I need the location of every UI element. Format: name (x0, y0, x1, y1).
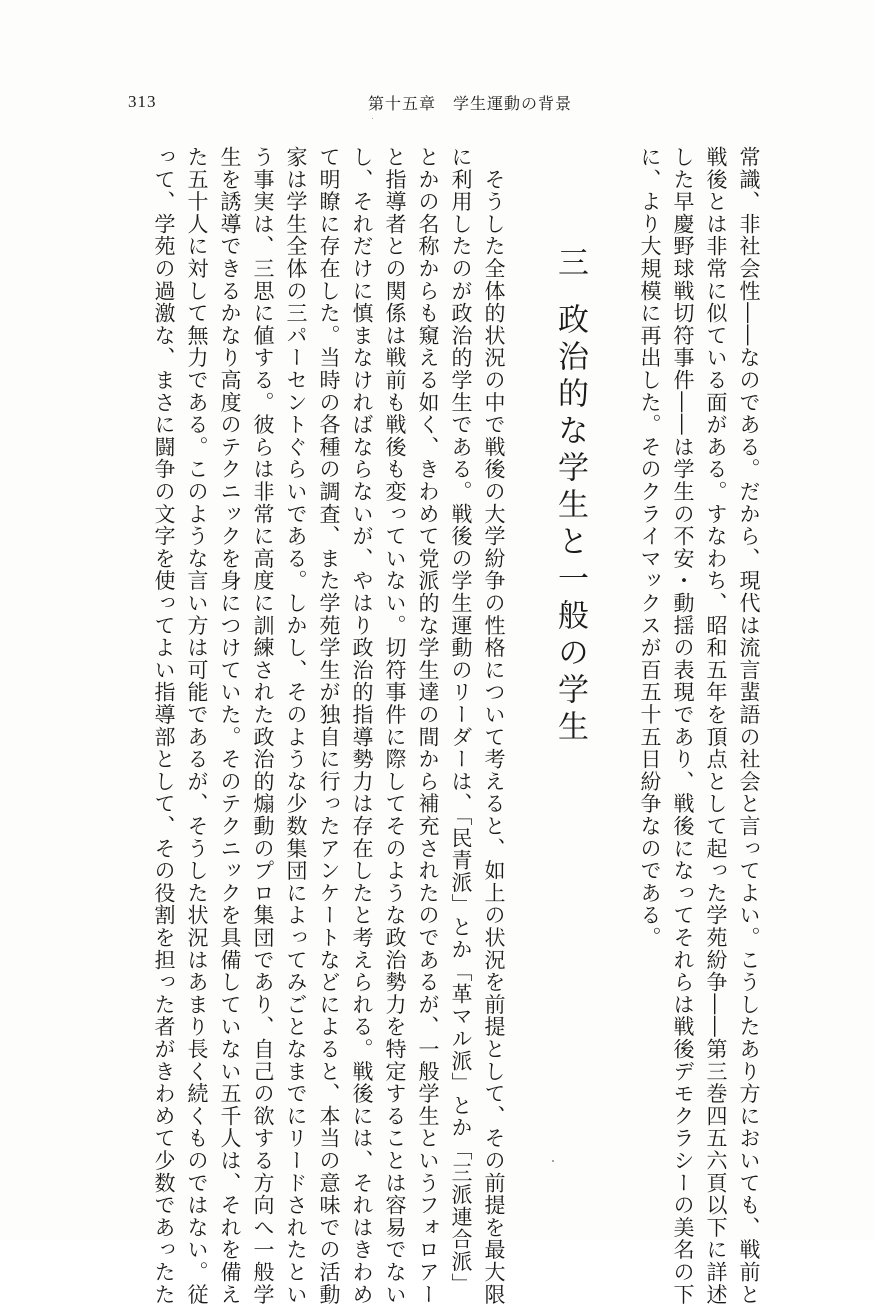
scan-speck (372, 118, 373, 119)
section-number: 三 (552, 246, 588, 283)
section-title: 政治的な学生と一般の学生 (552, 303, 588, 747)
text-column: 家は学生全体の三パーセントぐらいである。しかし、そのような少数集団によってみごとなまでにリードされたとい (284, 146, 308, 1306)
text-column: に、より大規模に再出した。そのクライマックスが百五十五日紛争なのである。 (638, 146, 662, 949)
text-column: って、学苑の過激な、まさに闘争の文字を使ってよい指導部として、その役割を担った者がきわめて少数であったた (152, 146, 176, 1306)
text-column: とかの名称からも窺える如く、きわめて党派的な学生達の間から補充されたのであるが、一般学生というフォロアー (416, 146, 440, 1306)
text-column: そうした全体的状況の中で戦後の大学紛争の性格について考えると、如上の状況を前提として、その前提を最大限 (482, 146, 506, 1306)
text-column: 常識、非社会性――なのである。だから、現代は流言蜚語の社会と言ってよい。こうしたあり方においても、戦前と (737, 146, 761, 1306)
text-column: た五十人に対して無力である。このような言い方は可能であるが、そうした状況はあまり長く続くものではない。従 (185, 146, 209, 1306)
section-heading (552, 246, 588, 747)
text-column: て明瞭に存在した。当時の各種の調査、また学苑学生が独自に行ったアンケートなどによると、本当の意味での活動 (317, 146, 341, 1306)
text-column: 生を誘導できるかなり高度のテクニックを身につけていた。そのテクニックを具備していない五千人は、それを備え (218, 146, 242, 1306)
page-number: 313 (128, 92, 157, 111)
scan-speck (552, 1160, 554, 1162)
text-column: う事実は、三思に値する。彼らは非常に高度に訓練された政治的煽動のプロ集団であり、自己の欲する方向へ一般学 (251, 146, 275, 1306)
text-column: と指導者との関係は戦前も戦後も変っていない。切符事件に際してそのような政治勢力を特定することは容易でない (383, 146, 407, 1306)
text-column: し、それだけに慎まなければならないが、やはり政治的指導勢力は存在したと考えられる。戦後には、それはきわめ (350, 146, 374, 1306)
running-head: 第十五章 学生運動の背景 (368, 94, 573, 113)
text-column: した早慶野球戦切符事件――は学生の不安・動揺の表現であり、戦後になってそれらは戦後デモクラシーの美名の下 (671, 146, 695, 1306)
text-column: 戦後とは非常に似ている面がある。すなわち、昭和五年を頂点として起った学苑紛争――第三巻四五六頁以下に詳述 (704, 146, 728, 1306)
text-column: に利用したのが政治的学生である。戦後の学生運動のリーダーは、「民青派」とか「革マル派」とか「三派連合派」 (449, 146, 473, 1296)
